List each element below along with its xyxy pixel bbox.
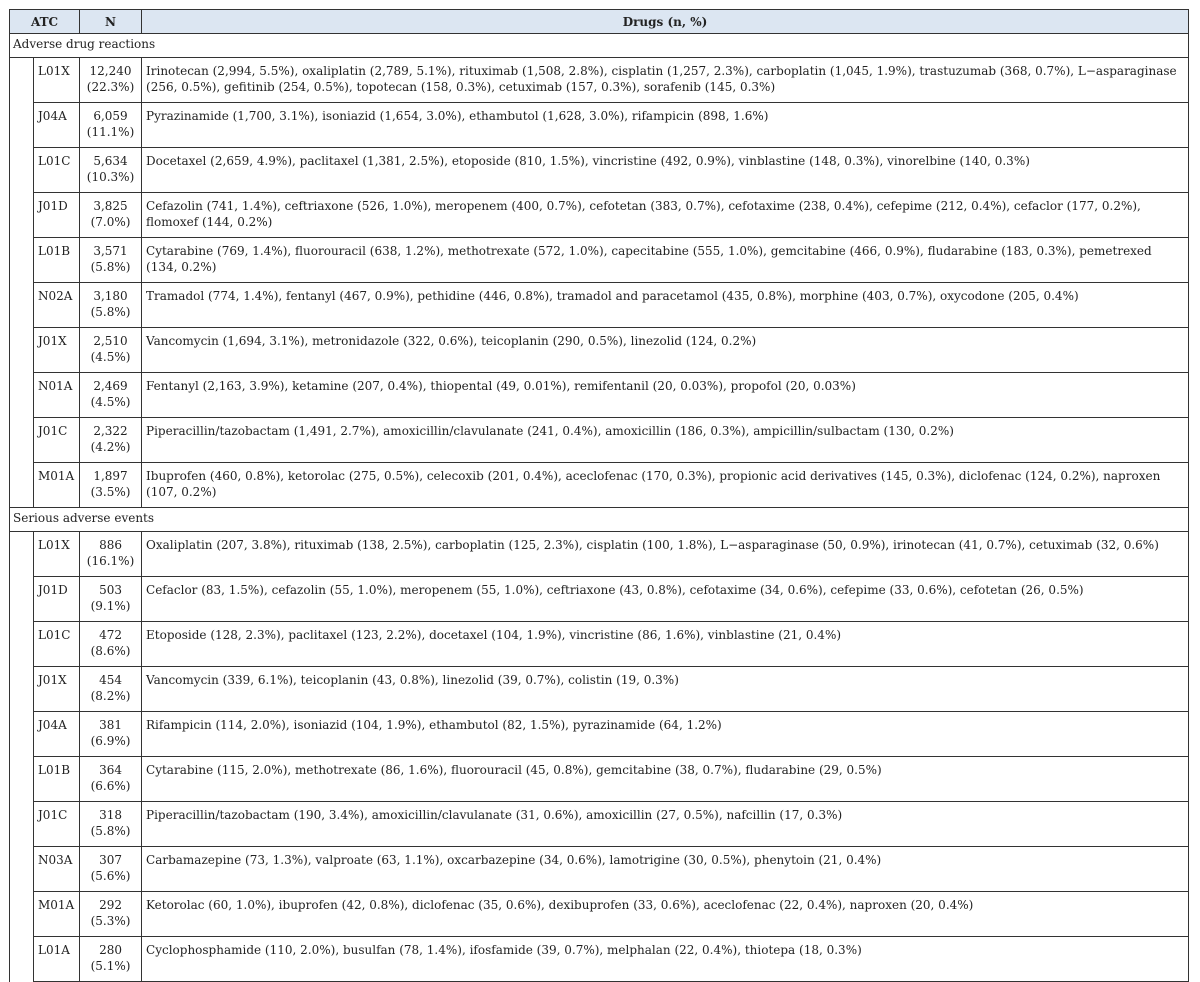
n-cell xyxy=(80,283,142,328)
table-row xyxy=(10,622,1189,667)
indent-cell xyxy=(10,328,34,373)
table-row xyxy=(10,532,1189,577)
indent-cell xyxy=(10,757,34,802)
indent-cell xyxy=(10,622,34,667)
indent-cell xyxy=(10,148,34,193)
atc-cell: L01B xyxy=(34,238,80,283)
table-row xyxy=(10,193,1189,238)
n-percent: (9.1%) xyxy=(90,599,131,613)
n-percent: (8.2%) xyxy=(90,689,131,703)
n-percent: (4.5%) xyxy=(90,350,131,364)
drugs-cell: Cytarabine (769, 1.4%), fluorouracil (638, 1.2%), methotrexate (572, 1.0%), capecitabine (555, 1.0%), gemcitabine (466, 0.9%), fludarabine (183, 0.3%), pemetrexed (134, 0.2%) xyxy=(142,238,1189,283)
table-row xyxy=(10,937,1189,982)
table-row xyxy=(10,463,1189,508)
n-cell xyxy=(80,622,142,667)
n-percent: (8.6%) xyxy=(90,644,131,658)
n-cell xyxy=(80,58,142,103)
n-percent: (6.6%) xyxy=(90,779,131,793)
n-value: 5,634 xyxy=(93,154,128,168)
n-value: 318 xyxy=(99,808,122,822)
indent-cell xyxy=(10,193,34,238)
indent-cell xyxy=(10,712,34,757)
atc-cell: J01D xyxy=(34,577,80,622)
drugs-cell: Cyclophosphamide (110, 2.0%), busulfan (78, 1.4%), ifosfamide (39, 0.7%), melphalan (22, 0.4%), thiotepa (18, 0.3%) xyxy=(142,937,1189,982)
n-cell xyxy=(80,667,142,712)
drugs-cell: Ketorolac (60, 1.0%), ibuprofen (42, 0.8%), diclofenac (35, 0.6%), dexibuprofen (33, 0.6%), aceclofenac (22, 0.4%), naproxen (20, 0.4%) xyxy=(142,892,1189,937)
atc-cell: N01A xyxy=(34,373,80,418)
atc-cell: N02A xyxy=(34,283,80,328)
drugs-cell: Cefazolin (741, 1.4%), ceftriaxone (526, 1.0%), meropenem (400, 0.7%), cefotetan (383, 0.7%), cefotaxime (238, 0.4%), cefepime (212, 0.4%), cefaclor (177, 0.2%), flomoxef (144, 0.2%) xyxy=(142,193,1189,238)
n-cell xyxy=(80,847,142,892)
n-percent: (22.3%) xyxy=(86,80,135,94)
indent-cell xyxy=(10,373,34,418)
indent-cell xyxy=(10,892,34,937)
n-cell xyxy=(80,937,142,982)
n-value: 2,510 xyxy=(93,334,128,348)
n-percent: (4.5%) xyxy=(90,395,131,409)
n-value: 2,322 xyxy=(93,424,128,438)
n-value: 381 xyxy=(99,718,122,732)
drugs-cell: Ibuprofen (460, 0.8%), ketorolac (275, 0.5%), celecoxib (201, 0.4%), aceclofenac (170, 0.3%), propionic acid derivatives (145, 0.3%), diclofenac (124, 0.2%), naproxen (107, 0.2%) xyxy=(142,463,1189,508)
n-value: 3,180 xyxy=(93,289,128,303)
drugs-cell: Vancomycin (1,694, 3.1%), metronidazole (322, 0.6%), teicoplanin (290, 0.5%), linezolid (124, 0.2%) xyxy=(142,328,1189,373)
n-percent: (16.1%) xyxy=(86,554,135,568)
n-cell xyxy=(80,103,142,148)
section-row xyxy=(10,34,1189,58)
atc-cell: J01C xyxy=(34,802,80,847)
indent-cell xyxy=(10,418,34,463)
n-cell xyxy=(80,712,142,757)
n-value: 12,240 xyxy=(89,64,132,78)
n-cell xyxy=(80,328,142,373)
atc-cell: L01X xyxy=(34,58,80,103)
table-row xyxy=(10,757,1189,802)
atc-cell: J04A xyxy=(34,712,80,757)
table-row xyxy=(10,802,1189,847)
atc-cell: L01B xyxy=(34,757,80,802)
n-percent: (10.3%) xyxy=(86,170,135,184)
n-cell xyxy=(80,802,142,847)
n-cell xyxy=(80,418,142,463)
n-value: 3,571 xyxy=(93,244,128,258)
n-value: 364 xyxy=(99,763,122,777)
n-percent: (5.8%) xyxy=(90,824,131,838)
n-cell xyxy=(80,238,142,283)
section-title: Serious adverse events xyxy=(10,508,1189,532)
table-body xyxy=(10,34,1189,982)
n-percent: (5.8%) xyxy=(90,305,131,319)
table-row xyxy=(10,373,1189,418)
n-value: 472 xyxy=(99,628,122,642)
section-title: Adverse drug reactions xyxy=(10,34,1189,58)
n-percent: (5.1%) xyxy=(90,959,131,973)
table-row xyxy=(10,238,1189,283)
drugs-cell: Carbamazepine (73, 1.3%), valproate (63, 1.1%), oxcarbazepine (34, 0.6%), lamotrigine (30, 0.5%), phenytoin (21, 0.4%) xyxy=(142,847,1189,892)
atc-cell: M01A xyxy=(34,892,80,937)
n-cell xyxy=(80,532,142,577)
table-row xyxy=(10,892,1189,937)
indent-cell xyxy=(10,103,34,148)
n-value: 2,469 xyxy=(93,379,128,393)
n-percent: (5.3%) xyxy=(90,914,131,928)
drugs-cell: Rifampicin (114, 2.0%), isoniazid (104, 1.9%), ethambutol (82, 1.5%), pyrazinamide (64, 1.2%) xyxy=(142,712,1189,757)
n-percent: (11.1%) xyxy=(86,125,135,139)
table-row xyxy=(10,283,1189,328)
header-drugs: Drugs (n, %) xyxy=(142,10,1189,34)
n-cell xyxy=(80,757,142,802)
atc-cell: N03A xyxy=(34,847,80,892)
n-cell xyxy=(80,577,142,622)
atc-cell: J04A xyxy=(34,103,80,148)
indent-cell xyxy=(10,238,34,283)
table-row xyxy=(10,712,1189,757)
table-row xyxy=(10,328,1189,373)
indent-cell xyxy=(10,937,34,982)
drugs-cell: Pyrazinamide (1,700, 3.1%), isoniazid (1,654, 3.0%), ethambutol (1,628, 3.0%), rifampicin (898, 1.6%) xyxy=(142,103,1189,148)
n-percent: (3.5%) xyxy=(90,485,131,499)
indent-cell xyxy=(10,58,34,103)
table-row xyxy=(10,103,1189,148)
n-cell xyxy=(80,892,142,937)
drugs-cell: Cytarabine (115, 2.0%), methotrexate (86, 1.6%), fluorouracil (45, 0.8%), gemcitabine (38, 0.7%), fludarabine (29, 0.5%) xyxy=(142,757,1189,802)
header-row xyxy=(10,10,1189,34)
atc-cell: L01C xyxy=(34,148,80,193)
indent-cell xyxy=(10,577,34,622)
n-value: 886 xyxy=(99,538,122,552)
n-cell xyxy=(80,463,142,508)
n-value: 503 xyxy=(99,583,122,597)
atc-cell: J01X xyxy=(34,328,80,373)
atc-cell: J01X xyxy=(34,667,80,712)
atc-cell: L01A xyxy=(34,937,80,982)
n-cell xyxy=(80,148,142,193)
n-value: 6,059 xyxy=(93,109,128,123)
indent-cell xyxy=(10,283,34,328)
indent-cell xyxy=(10,532,34,577)
drug-table xyxy=(9,9,1189,982)
table-row xyxy=(10,577,1189,622)
n-value: 3,825 xyxy=(93,199,128,213)
drugs-cell: Etoposide (128, 2.3%), paclitaxel (123, 2.2%), docetaxel (104, 1.9%), vincristine (86, 1.6%), vinblastine (21, 0.4%) xyxy=(142,622,1189,667)
table-row xyxy=(10,418,1189,463)
drugs-cell: Piperacillin/tazobactam (190, 3.4%), amoxicillin/clavulanate (31, 0.6%), amoxicillin (27, 0.5%), nafcillin (17, 0.3%) xyxy=(142,802,1189,847)
n-cell xyxy=(80,193,142,238)
header-n: N xyxy=(80,10,142,34)
indent-cell xyxy=(10,667,34,712)
table-row xyxy=(10,847,1189,892)
n-percent: (4.2%) xyxy=(90,440,131,454)
drugs-cell: Fentanyl (2,163, 3.9%), ketamine (207, 0.4%), thiopental (49, 0.01%), remifentanil (20, 0.03%), propofol (20, 0.03%) xyxy=(142,373,1189,418)
atc-cell: M01A xyxy=(34,463,80,508)
drugs-cell: Piperacillin/tazobactam (1,491, 2.7%), amoxicillin/clavulanate (241, 0.4%), amoxicillin (186, 0.3%), ampicillin/sulbactam (130, 0.2%) xyxy=(142,418,1189,463)
indent-cell xyxy=(10,463,34,508)
n-percent: (7.0%) xyxy=(90,215,131,229)
n-cell xyxy=(80,373,142,418)
drugs-cell: Oxaliplatin (207, 3.8%), rituximab (138, 2.5%), carboplatin (125, 2.3%), cisplatin (100, 1.8%), L−asparaginase (50, 0.9%), irinotecan (41, 0.7%), cetuximab (32, 0.6%) xyxy=(142,532,1189,577)
drugs-cell: Tramadol (774, 1.4%), fentanyl (467, 0.9%), pethidine (446, 0.8%), tramadol and paracetamol (435, 0.8%), morphine (403, 0.7%), oxycodone (205, 0.4%) xyxy=(142,283,1189,328)
n-percent: (6.9%) xyxy=(90,734,131,748)
n-value: 280 xyxy=(99,943,122,957)
n-value: 307 xyxy=(99,853,122,867)
atc-cell: L01X xyxy=(34,532,80,577)
atc-cell: J01D xyxy=(34,193,80,238)
drugs-cell: Vancomycin (339, 6.1%), teicoplanin (43, 0.8%), linezolid (39, 0.7%), colistin (19, 0.3%) xyxy=(142,667,1189,712)
drugs-cell: Docetaxel (2,659, 4.9%), paclitaxel (1,381, 2.5%), etoposide (810, 1.5%), vincristine (492, 0.9%), vinblastine (148, 0.3%), vinorelbine (140, 0.3%) xyxy=(142,148,1189,193)
table-row xyxy=(10,148,1189,193)
n-value: 454 xyxy=(99,673,122,687)
n-value: 1,897 xyxy=(93,469,128,483)
atc-cell: L01C xyxy=(34,622,80,667)
section-row xyxy=(10,508,1189,532)
n-value: 292 xyxy=(99,898,122,912)
indent-cell xyxy=(10,847,34,892)
indent-cell xyxy=(10,802,34,847)
header-atc: ATC xyxy=(10,10,80,34)
atc-cell: J01C xyxy=(34,418,80,463)
n-percent: (5.8%) xyxy=(90,260,131,274)
table-row xyxy=(10,58,1189,103)
drugs-cell: Cefaclor (83, 1.5%), cefazolin (55, 1.0%), meropenem (55, 1.0%), ceftriaxone (43, 0.8%), cefotaxime (34, 0.6%), cefepime (33, 0.6%), cefotetan (26, 0.5%) xyxy=(142,577,1189,622)
drugs-cell: Irinotecan (2,994, 5.5%), oxaliplatin (2,789, 5.1%), rituximab (1,508, 2.8%), cisplatin (1,257, 2.3%), carboplatin (1,045, 1.9%), trastuzumab (368, 0.7%), L−asparaginase (256, 0.5%), gefitinib (254, 0.5%), topotecan (158, 0.3%), cetuximab (157, 0.3%), sorafenib (145, 0.3%) xyxy=(142,58,1189,103)
table-row xyxy=(10,667,1189,712)
n-percent: (5.6%) xyxy=(90,869,131,883)
